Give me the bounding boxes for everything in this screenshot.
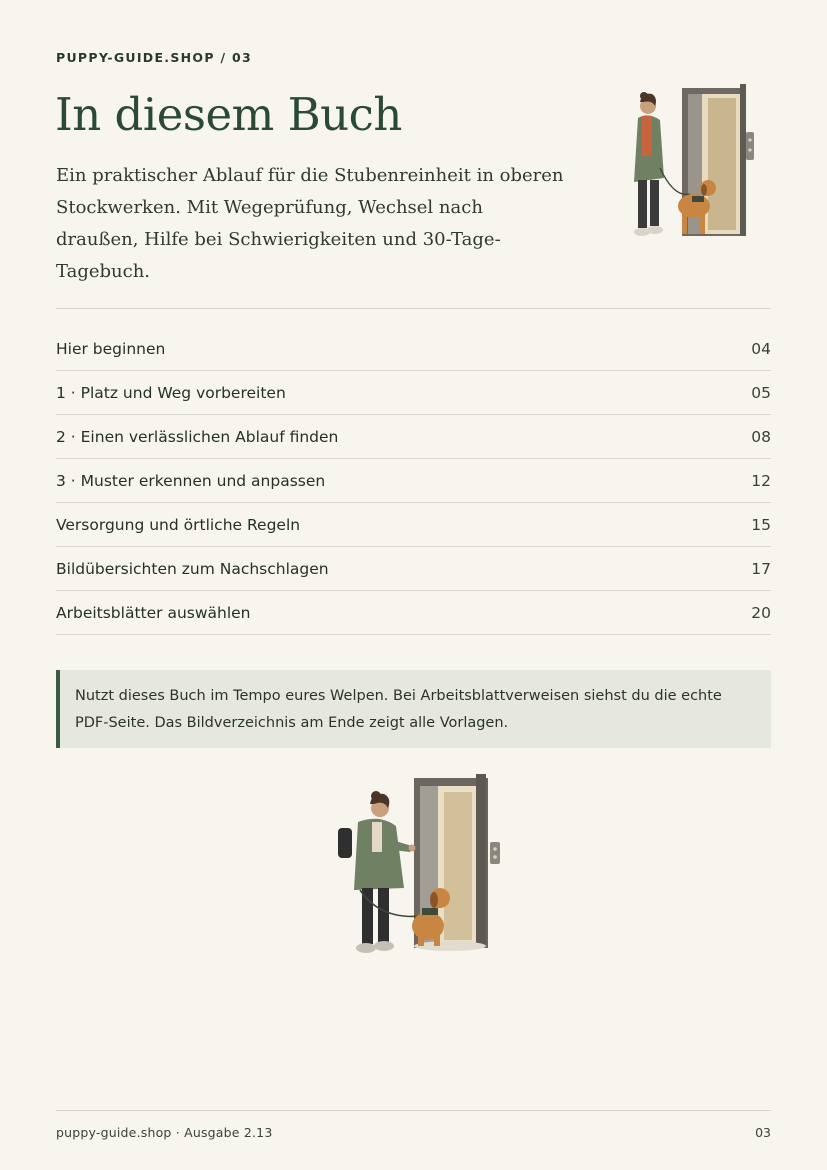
toc-entry-label: Versorgung und örtliche Regeln (56, 515, 301, 534)
intro-paragraph: Ein praktischer Ablauf für die Stubenreinheit in oberen Stockwerken. Mit Wegeprüfung, Wechsel nach draußen, Hilfe bei Schwierigkeiten und 30-Tage-Tagebuch. (56, 165, 564, 282)
footer-publication: puppy-guide.shop · Ausgabe 2.13 (56, 1125, 273, 1140)
toc-entry-page: 08 (751, 427, 771, 446)
toc-entry[interactable] (56, 415, 771, 459)
toc-entry-page: 15 (751, 515, 771, 534)
footer-page-number: 03 (755, 1125, 771, 1140)
toc-entry[interactable] (56, 327, 771, 371)
toc-entry[interactable] (56, 371, 771, 415)
toc-entry-label: 3 · Muster erkennen und anpassen (56, 471, 326, 490)
section-divider (56, 308, 771, 309)
toc-entry-page: 17 (751, 559, 771, 578)
elevator-button-illustration (330, 770, 505, 960)
toc-entry[interactable] (56, 591, 771, 635)
toc-entry-page: 12 (751, 471, 771, 490)
footer-divider (56, 1110, 771, 1111)
toc-entry-page: 05 (751, 383, 771, 402)
toc-entry[interactable] (56, 503, 771, 547)
toc-entry-label: Bildübersichten zum Nachschlagen (56, 559, 329, 578)
toc-entry[interactable] (56, 459, 771, 503)
toc-entry-label: 1 · Platz und Weg vorbereiten (56, 383, 286, 402)
toc-entry-label: Arbeitsblätter auswählen (56, 603, 251, 622)
toc-entry[interactable] (56, 547, 771, 591)
toc-entry-page: 04 (751, 339, 771, 358)
toc-entry-label: Hier beginnen (56, 339, 166, 358)
elevator-dog-walker-illustration (608, 78, 763, 248)
page-eyebrow: PUPPY-GUIDE.SHOP / 03 (56, 50, 252, 65)
toc-entry-page: 20 (751, 603, 771, 622)
info-callout: Nutzt dieses Buch im Tempo eures Welpen. Bei Arbeitsblattverweisen siehst du die echte PDF-Seite. Das Bildverzeichnis am Ende zeigt alle Vorlagen. (56, 670, 771, 748)
table-of-contents (56, 327, 771, 635)
page-title: In diesem Buch (55, 88, 402, 141)
toc-entry-label: 2 · Einen verlässlichen Ablauf finden (56, 427, 339, 446)
